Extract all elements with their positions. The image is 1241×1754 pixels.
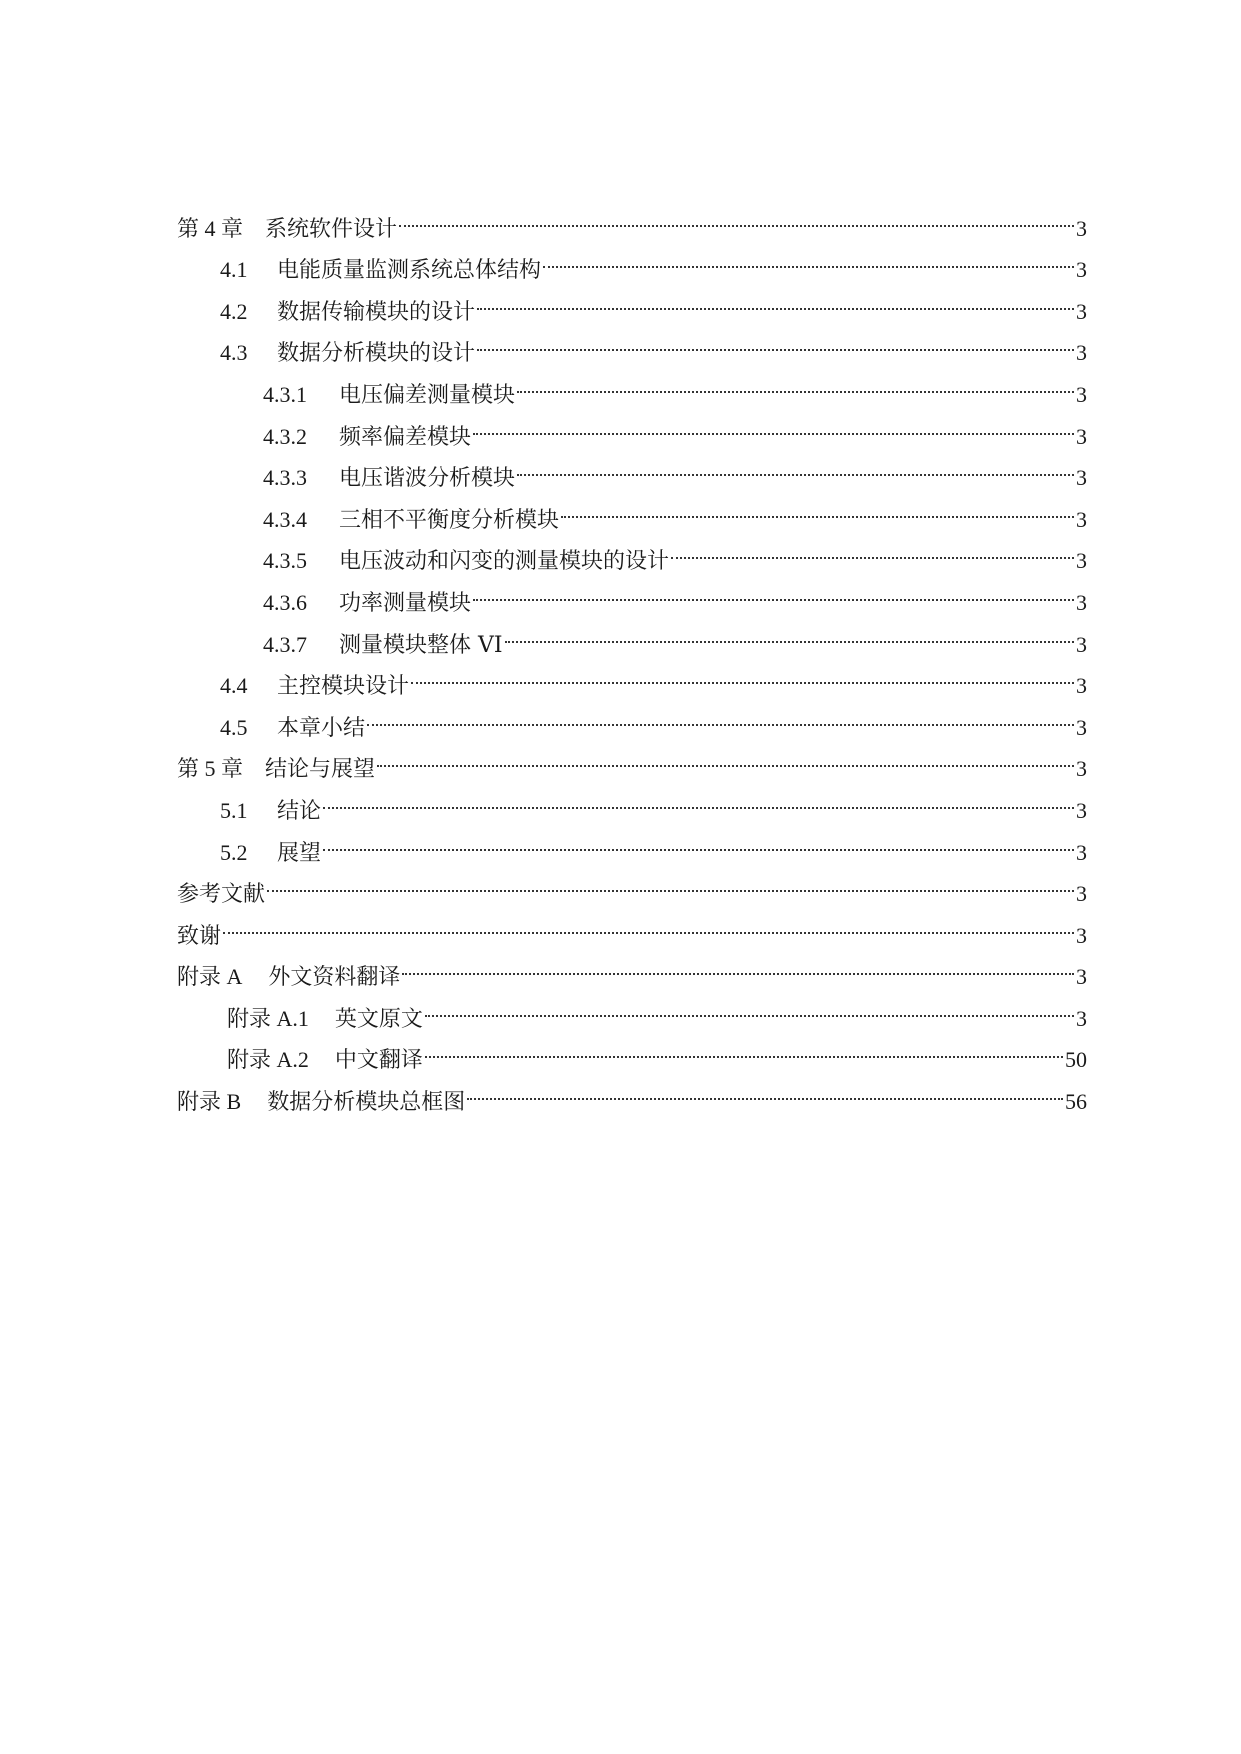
toc-entry-title: 展望 bbox=[277, 840, 322, 866]
toc-page-number: 3 bbox=[1076, 548, 1087, 574]
toc-page-number: 3 bbox=[1076, 506, 1087, 532]
toc-page-number: 3 bbox=[1076, 423, 1087, 449]
toc-subsection-number: 4.3.2 bbox=[263, 423, 307, 449]
toc-appendix-number: 附录 B bbox=[177, 1089, 242, 1115]
toc-entry[interactable] bbox=[177, 194, 1087, 242]
toc-entry-title: 频率偏差模块 bbox=[339, 424, 472, 450]
toc-subsection-number: 4.3.6 bbox=[263, 589, 307, 615]
toc-leader-dots bbox=[399, 194, 1074, 236]
toc-entry-title: 结论与展望 bbox=[265, 757, 376, 783]
toc-page-number: 3 bbox=[1076, 340, 1087, 366]
toc-entry-title: 三相不平衡度分析模块 bbox=[339, 507, 560, 533]
toc-page-number: 3 bbox=[1076, 465, 1087, 491]
toc-entry[interactable] bbox=[177, 1026, 1087, 1074]
toc-entry-title: 参考文献 bbox=[177, 882, 266, 908]
toc-leader-dots bbox=[477, 277, 1074, 319]
toc-section-number: 5.1 bbox=[220, 797, 248, 823]
toc-page-number: 56 bbox=[1065, 1089, 1087, 1115]
toc-section-number: 4.4 bbox=[220, 673, 248, 699]
toc-leader-dots bbox=[425, 1026, 1063, 1068]
toc-subsection-number: 4.3.4 bbox=[263, 506, 307, 532]
toc-leader-dots bbox=[425, 984, 1074, 1026]
toc-leader-dots bbox=[477, 319, 1074, 361]
toc-entry-title: 数据传输模块的设计 bbox=[277, 299, 476, 325]
toc-entry-title: 中文翻译 bbox=[334, 1048, 423, 1074]
toc-subsection-number: 4.3.5 bbox=[263, 548, 307, 574]
toc-section-number: 4.5 bbox=[220, 714, 248, 740]
toc-page-number: 3 bbox=[1076, 673, 1087, 699]
toc-leader-dots bbox=[323, 818, 1074, 860]
toc-section-number: 4.2 bbox=[220, 298, 248, 324]
toc-page-number: 3 bbox=[1076, 589, 1087, 615]
toc-leader-dots bbox=[377, 735, 1074, 777]
toc-page-number: 3 bbox=[1076, 922, 1087, 948]
toc-appendix-number: 附录 A bbox=[177, 964, 243, 990]
toc-page-number: 3 bbox=[1076, 257, 1087, 283]
toc-leader-dots bbox=[517, 360, 1074, 402]
toc-leader-dots bbox=[402, 943, 1074, 985]
toc-leader-dots bbox=[411, 652, 1074, 694]
toc-section-number: 4.1 bbox=[220, 257, 248, 283]
toc-subsection-number: 4.3.3 bbox=[263, 465, 307, 491]
toc-entry-title: 结论 bbox=[277, 798, 322, 824]
toc-page-number: 3 bbox=[1076, 881, 1087, 907]
toc-page-number: 3 bbox=[1076, 381, 1087, 407]
table-of-contents bbox=[177, 194, 1087, 1116]
toc-page-number: 3 bbox=[1076, 1005, 1087, 1031]
toc-leader-dots bbox=[473, 568, 1074, 610]
toc-page-number: 50 bbox=[1065, 1047, 1087, 1073]
toc-subsection-number: 4.3.1 bbox=[263, 381, 307, 407]
toc-subsection-number: 4.3.7 bbox=[263, 631, 307, 657]
toc-entry-title: 外文资料翻译 bbox=[268, 965, 401, 991]
toc-entry-title: 系统软件设计 bbox=[265, 216, 398, 242]
toc-entry-title: 数据分析模块总框图 bbox=[267, 1090, 466, 1116]
toc-entry-title: 电能质量监测系统总体结构 bbox=[277, 258, 542, 284]
toc-entry-title: 电压波动和闪变的测量模块的设计 bbox=[339, 549, 670, 575]
toc-section-number: 5.2 bbox=[220, 839, 248, 865]
toc-leader-dots bbox=[367, 693, 1074, 735]
toc-page-number: 3 bbox=[1076, 298, 1087, 324]
toc-leader-dots bbox=[543, 236, 1074, 278]
toc-leader-dots bbox=[323, 776, 1074, 818]
toc-entry[interactable] bbox=[177, 943, 1087, 991]
toc-appendix-section-number: 附录 A.1 bbox=[227, 1005, 309, 1031]
toc-leader-dots bbox=[517, 444, 1074, 486]
toc-chapter-number: 第 5 章 bbox=[177, 756, 244, 782]
toc-entry[interactable] bbox=[177, 1067, 1087, 1116]
toc-leader-dots bbox=[223, 901, 1074, 943]
toc-entry-title: 数据分析模块的设计 bbox=[277, 341, 476, 367]
toc-appendix-section-number: 附录 A.2 bbox=[227, 1047, 309, 1073]
toc-leader-dots bbox=[473, 402, 1074, 444]
toc-page-number: 3 bbox=[1076, 797, 1087, 823]
toc-section-number: 4.3 bbox=[220, 340, 248, 366]
toc-entry-title: 功率测量模块 bbox=[339, 590, 472, 616]
toc-entry-title: 电压偏差测量模块 bbox=[339, 382, 516, 408]
toc-entry-title: 本章小结 bbox=[277, 715, 366, 741]
toc-entry-title: 主控模块设计 bbox=[277, 674, 410, 700]
toc-page-number: 3 bbox=[1076, 631, 1087, 657]
toc-page-number: 3 bbox=[1076, 714, 1087, 740]
toc-leader-dots bbox=[671, 527, 1074, 569]
toc-entry[interactable] bbox=[177, 901, 1087, 949]
toc-entry-title: 英文原文 bbox=[334, 1006, 423, 1032]
toc-leader-dots bbox=[561, 485, 1074, 527]
toc-page-number: 3 bbox=[1076, 964, 1087, 990]
toc-entry-title: 电压谐波分析模块 bbox=[339, 466, 516, 492]
toc-page-number: 3 bbox=[1076, 839, 1087, 865]
toc-page-number: 3 bbox=[1076, 756, 1087, 782]
toc-leader-dots bbox=[505, 610, 1074, 652]
toc-leader-dots bbox=[267, 860, 1074, 902]
toc-entry-title: 致谢 bbox=[177, 923, 222, 949]
toc-page-number: 3 bbox=[1076, 215, 1087, 241]
toc-leader-dots bbox=[467, 1067, 1063, 1109]
toc-entry[interactable] bbox=[177, 860, 1087, 908]
toc-chapter-number: 第 4 章 bbox=[177, 215, 244, 241]
toc-entry-title: 测量模块整体 VI bbox=[339, 632, 503, 658]
